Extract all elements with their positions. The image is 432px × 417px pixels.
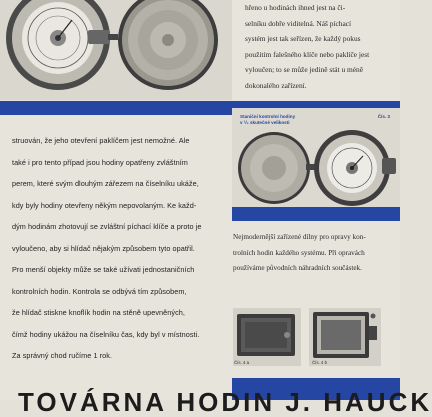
text-line: kdy byly hodiny otevřeny někým nepovolaným. Ke každ-	[12, 200, 197, 210]
text-line: hřeno u hodinách ihned jest na či-	[245, 3, 346, 12]
blue-band-right	[232, 101, 400, 108]
top-right-paragraph	[245, 0, 395, 94]
text-line: selníku dobře viditelná. Náš píchací	[245, 18, 352, 28]
blue-band-left	[0, 101, 232, 115]
figure-4b-label: Čís. 4 b	[312, 360, 328, 365]
text-line: vyloučen; to se může jedině stát u méně	[245, 65, 364, 75]
text-line: použitím falešného klíče nebo paklíče jest	[245, 49, 370, 59]
figure-3-number: Čís. 3	[377, 114, 390, 119]
company-title: TOVÁRNA HODIN J. HAUCK	[18, 387, 432, 417]
open-clock-illustration	[0, 0, 232, 100]
text-line: systém jest tak seřízen, že každý pokus	[245, 34, 361, 44]
text-line: Pro menší objekty může se také užívati jednostaničních	[12, 265, 195, 274]
text-line: trolních hodin každého systému. Při opravách	[233, 248, 365, 257]
text-line: že hlídač stiskne knoflík hodin na stěně upevněných,	[12, 308, 185, 317]
text-line: dým hodinám zhotovují se zvláštní píchací klíče a proto je	[12, 222, 202, 231]
figure-4a-photo	[233, 308, 301, 366]
text-line: čímž hodiny ukážou na číselníku čas, kdy byl v místnosti.	[12, 329, 200, 339]
figure-4b-photo	[309, 308, 381, 366]
text-line: Za správný chod ručíme 1 rok.	[12, 351, 112, 360]
figure-3-panel	[232, 108, 400, 207]
figure-3-caption	[240, 114, 295, 126]
text-line: také i pro tento případ jsou hodiny opatřeny zvláštním	[12, 157, 188, 167]
main-paragraph	[12, 130, 224, 367]
text-line: kontrolních hodin. Kontrola se odbývá tím způsobem,	[12, 286, 187, 296]
open-clock-photo	[0, 0, 232, 100]
caption-line: v ¹/₂ skutečné velikosti	[240, 120, 290, 125]
clock-case-4a-illustration	[233, 308, 301, 366]
text-line: perem, které svým dlouhým zářezem na číselníku ukáže,	[12, 179, 199, 188]
figure-4a-label: Čís. 4 a	[234, 360, 250, 365]
text-line: používáme původních náhradních součástek.	[233, 264, 362, 272]
lower-right-paragraph	[233, 230, 393, 277]
text-line: dokonalého zařízení.	[245, 80, 307, 90]
text-line: struován, že jeho otevření paklíčem jest nemožné. Ale	[12, 136, 190, 145]
station-clock-illustration	[232, 128, 400, 207]
blue-band-middle	[232, 207, 400, 221]
text-line: vyloučeno, aby si hlídač nějakým způsobem tyto opatřil.	[12, 243, 195, 253]
caption-line: Staniční kontrolní hodiny	[240, 114, 296, 119]
text-line: Nejmodernější zařízené dílny pro opravy kon-	[233, 233, 366, 241]
clock-case-4b-illustration	[309, 308, 381, 366]
